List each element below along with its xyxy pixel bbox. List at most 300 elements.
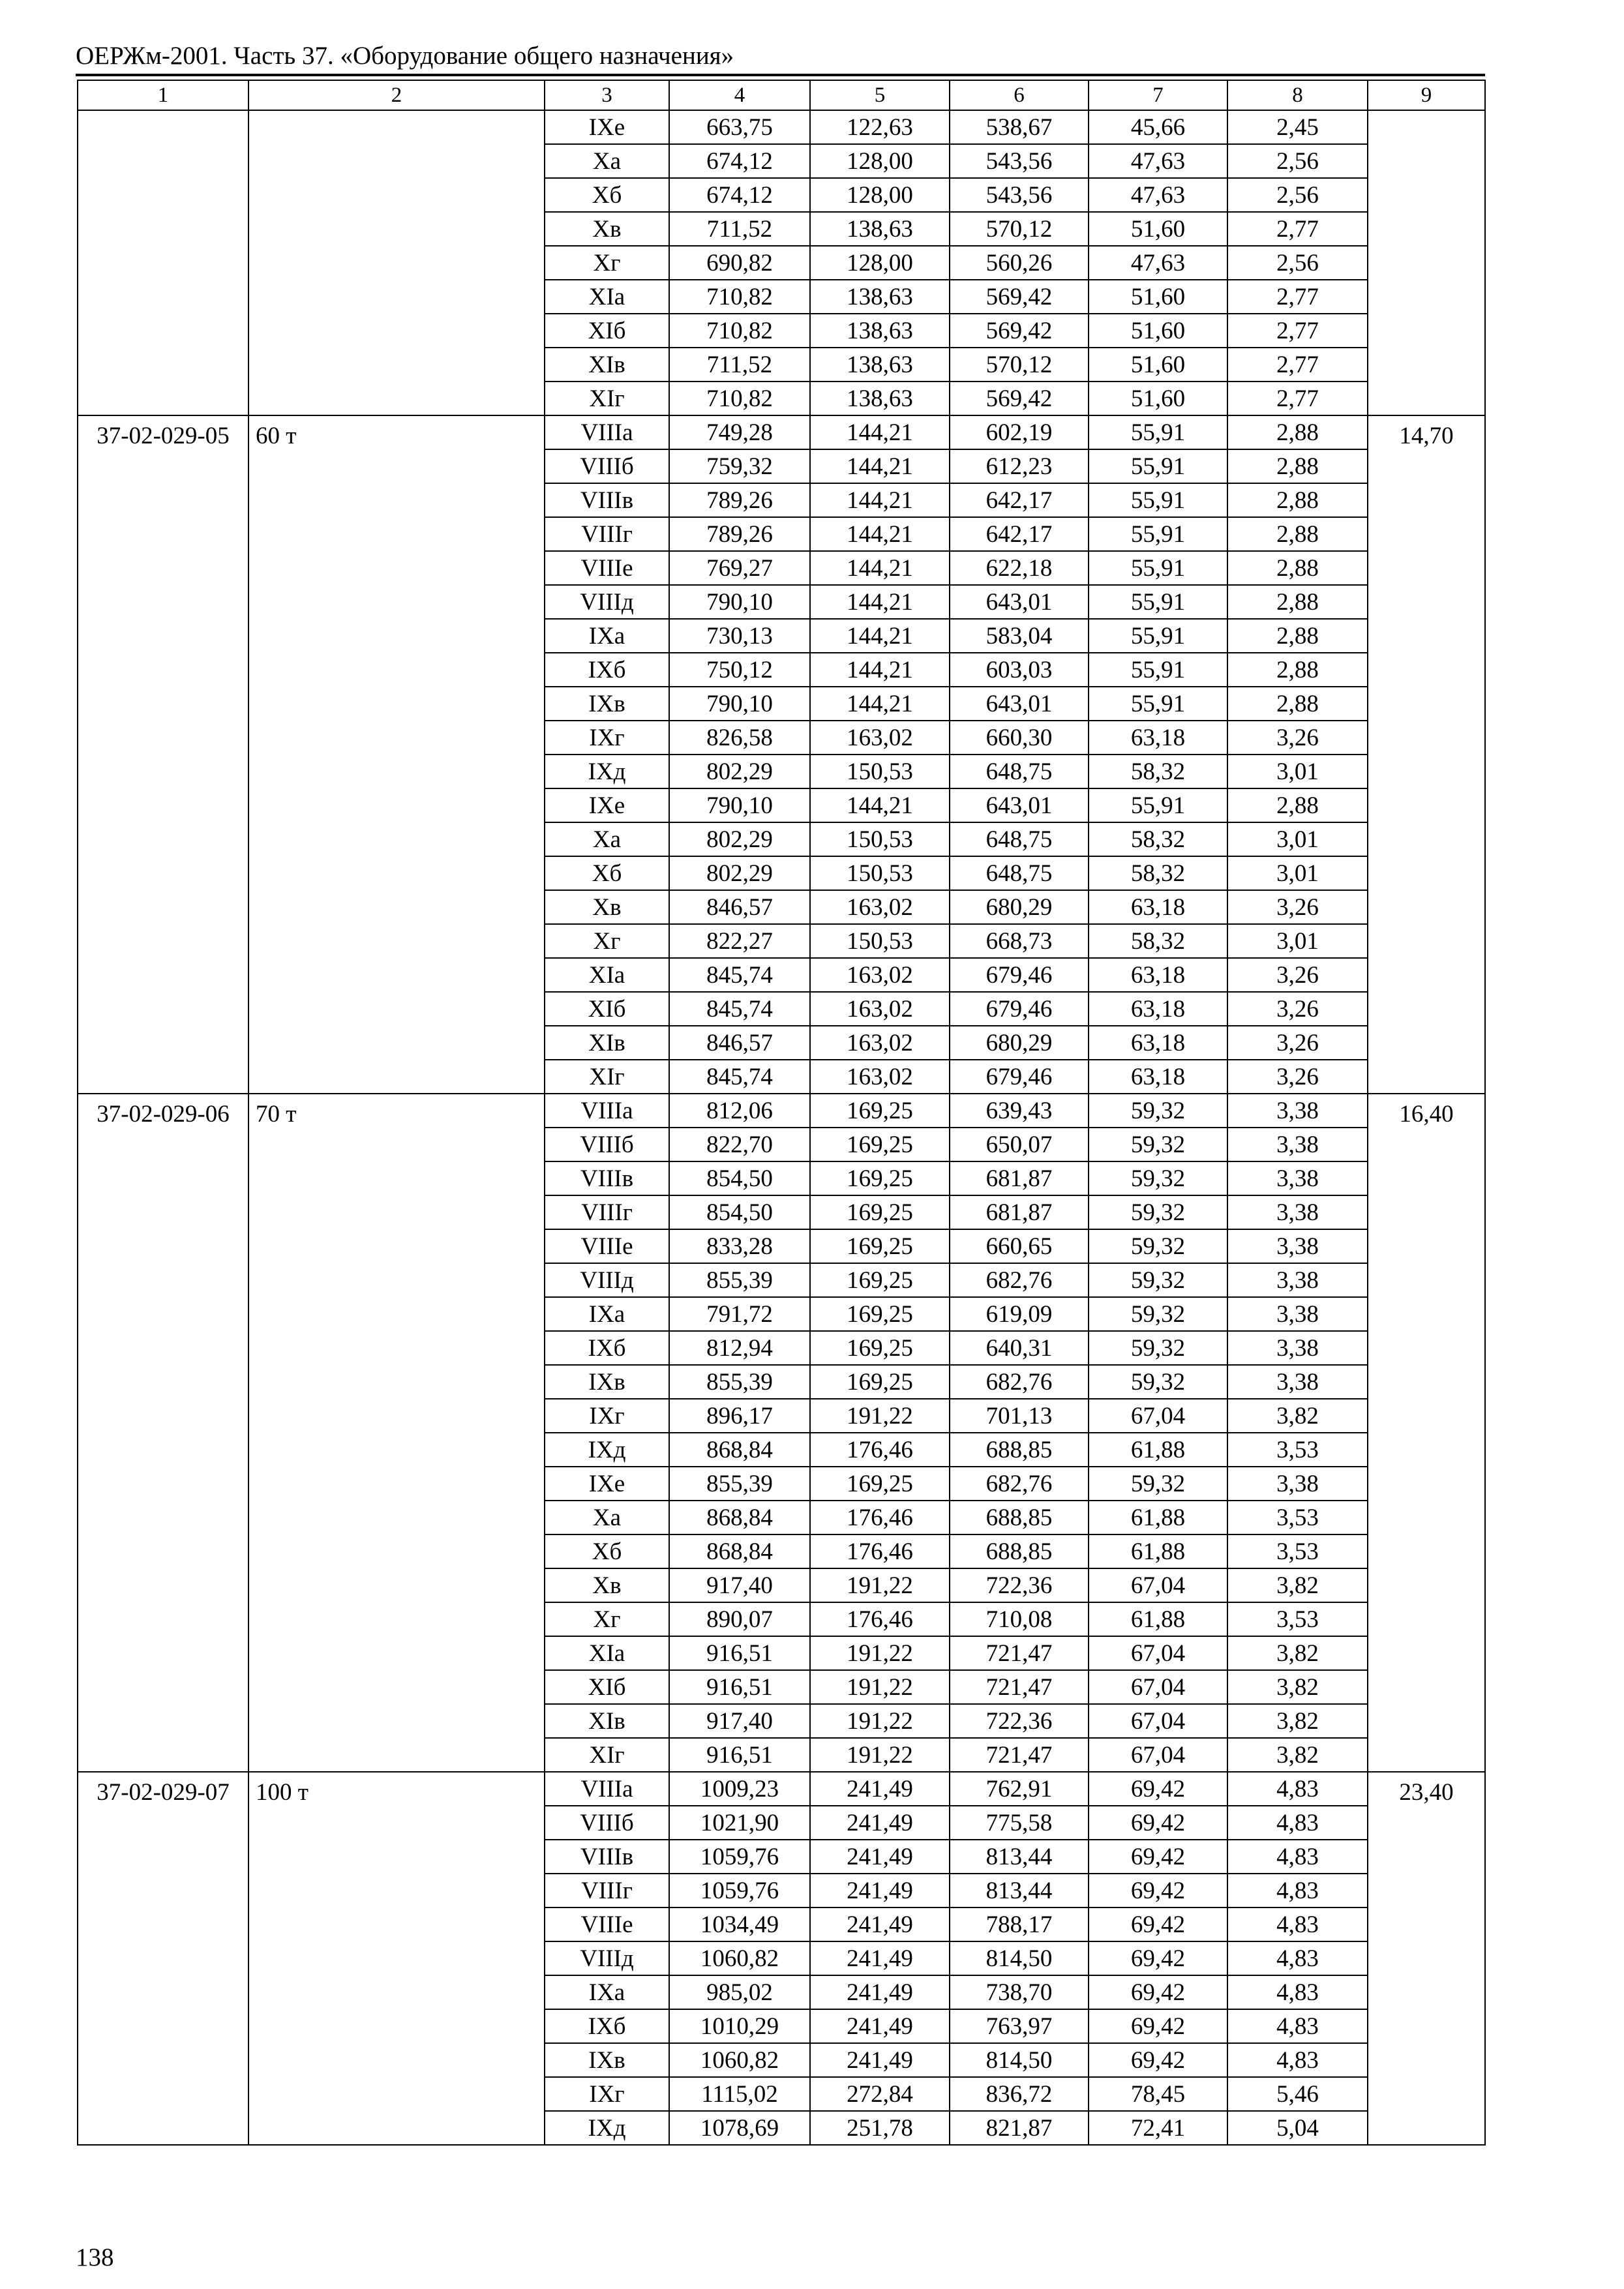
materials-cell: 813,44 (950, 1874, 1089, 1908)
machinist-wages-cell: 2,88 (1227, 585, 1368, 619)
zone-cell: XIб (545, 992, 669, 1026)
total-cost-cell: 789,26 (669, 517, 810, 551)
machines-cell: 69,42 (1089, 1908, 1227, 1941)
table-body (78, 110, 1485, 2145)
materials-cell: 570,12 (950, 212, 1089, 246)
zone-cell: VIIIе (545, 551, 669, 585)
materials-cell: 688,85 (950, 1534, 1089, 1568)
materials-cell: 648,75 (950, 755, 1089, 788)
machinist-wages-cell: 3,82 (1227, 1704, 1368, 1738)
total-cost-cell: 710,82 (669, 280, 810, 314)
total-cost-cell: 1009,23 (669, 1772, 810, 1806)
zone-cell: VIIIв (545, 483, 669, 517)
machinist-wages-cell: 2,56 (1227, 144, 1368, 178)
machines-cell: 67,04 (1089, 1738, 1227, 1772)
machines-cell: 55,91 (1089, 449, 1227, 483)
zone-cell: VIIIв (545, 1161, 669, 1195)
materials-cell: 814,50 (950, 1941, 1089, 1975)
zone-cell: IXг (545, 1399, 669, 1433)
wages-cell: 191,22 (810, 1399, 950, 1433)
machinist-wages-cell: 2,77 (1227, 212, 1368, 246)
machines-cell: 61,88 (1089, 1534, 1227, 1568)
total-cost-cell: 1115,02 (669, 2077, 810, 2111)
materials-cell: 680,29 (950, 1026, 1089, 1060)
zone-cell: IXд (545, 1433, 669, 1467)
wages-cell: 122,63 (810, 110, 950, 144)
wages-cell: 144,21 (810, 517, 950, 551)
total-cost-cell: 846,57 (669, 1026, 810, 1060)
machines-cell: 69,42 (1089, 1772, 1227, 1806)
zone-cell: IXе (545, 110, 669, 144)
wages-cell: 144,21 (810, 585, 950, 619)
zone-cell: XIа (545, 280, 669, 314)
machinist-wages-cell: 3,26 (1227, 992, 1368, 1026)
materials-cell: 619,09 (950, 1297, 1089, 1331)
machines-cell: 59,32 (1089, 1128, 1227, 1161)
wages-cell: 128,00 (810, 178, 950, 212)
total-cost-cell: 711,52 (669, 348, 810, 382)
materials-cell: 682,76 (950, 1365, 1089, 1399)
machinist-wages-cell: 2,88 (1227, 449, 1368, 483)
machines-cell: 59,32 (1089, 1094, 1227, 1128)
materials-cell: 679,46 (950, 992, 1089, 1026)
machinist-wages-cell: 3,53 (1227, 1602, 1368, 1636)
wages-cell: 169,25 (810, 1195, 950, 1229)
wages-cell: 150,53 (810, 822, 950, 856)
machinist-wages-cell: 3,38 (1227, 1365, 1368, 1399)
zone-cell: IXб (545, 653, 669, 687)
wages-cell: 169,25 (810, 1297, 950, 1331)
machines-cell: 61,88 (1089, 1501, 1227, 1534)
zone-cell: IXе (545, 788, 669, 822)
zone-cell: VIIIа (545, 1772, 669, 1806)
zone-cell: Xа (545, 822, 669, 856)
machines-cell: 67,04 (1089, 1670, 1227, 1704)
total-cost-cell: 710,82 (669, 382, 810, 415)
total-cost-cell: 854,50 (669, 1195, 810, 1229)
materials-cell: 688,85 (950, 1501, 1089, 1534)
machines-cell: 58,32 (1089, 822, 1227, 856)
wages-cell: 138,63 (810, 348, 950, 382)
name-cell: 70 т (248, 1094, 545, 1772)
total-cost-cell: 1078,69 (669, 2111, 810, 2145)
machinist-wages-cell: 2,56 (1227, 178, 1368, 212)
page-number: 138 (76, 2243, 114, 2271)
wages-cell: 163,02 (810, 958, 950, 992)
total-cost-cell: 916,51 (669, 1636, 810, 1670)
total-cost-cell: 690,82 (669, 246, 810, 280)
zone-cell: IXа (545, 1297, 669, 1331)
total-cost-cell: 822,27 (669, 924, 810, 958)
wages-cell: 251,78 (810, 2111, 950, 2145)
machines-cell: 47,63 (1089, 246, 1227, 280)
materials-cell: 668,73 (950, 924, 1089, 958)
zone-cell: VIIIв (545, 1840, 669, 1874)
zone-cell: IXд (545, 755, 669, 788)
machinist-wages-cell: 2,77 (1227, 314, 1368, 348)
wages-cell: 241,49 (810, 1840, 950, 1874)
zone-cell: IXд (545, 2111, 669, 2145)
wages-cell: 150,53 (810, 924, 950, 958)
zone-cell: Xа (545, 144, 669, 178)
machines-cell: 55,91 (1089, 653, 1227, 687)
zone-cell: XIв (545, 348, 669, 382)
machines-cell: 55,91 (1089, 687, 1227, 721)
materials-cell: 681,87 (950, 1161, 1089, 1195)
machines-cell: 59,32 (1089, 1161, 1227, 1195)
zone-cell: XIа (545, 958, 669, 992)
wages-cell: 150,53 (810, 856, 950, 890)
zone-cell: Xв (545, 890, 669, 924)
header-rule (76, 74, 1485, 76)
total-cost-cell: 855,39 (669, 1365, 810, 1399)
materials-cell: 643,01 (950, 687, 1089, 721)
total-cost-cell: 868,84 (669, 1433, 810, 1467)
zone-cell: XIа (545, 1636, 669, 1670)
machines-cell: 55,91 (1089, 619, 1227, 653)
materials-cell: 710,08 (950, 1602, 1089, 1636)
machinist-wages-cell: 2,77 (1227, 280, 1368, 314)
machinist-wages-cell: 3,82 (1227, 1568, 1368, 1602)
wages-cell: 150,53 (810, 755, 950, 788)
total-cost-cell: 674,12 (669, 144, 810, 178)
wages-cell: 128,00 (810, 144, 950, 178)
wages-cell: 191,22 (810, 1738, 950, 1772)
materials-cell: 543,56 (950, 144, 1089, 178)
total-cost-cell: 663,75 (669, 110, 810, 144)
zone-cell: VIIIе (545, 1229, 669, 1263)
machines-cell: 67,04 (1089, 1636, 1227, 1670)
total-cost-cell: 802,29 (669, 856, 810, 890)
wages-cell: 138,63 (810, 382, 950, 415)
machines-cell: 67,04 (1089, 1399, 1227, 1433)
total-cost-cell: 845,74 (669, 958, 810, 992)
materials-cell: 569,42 (950, 314, 1089, 348)
wages-cell: 191,22 (810, 1636, 950, 1670)
materials-cell: 560,26 (950, 246, 1089, 280)
machines-cell: 59,32 (1089, 1195, 1227, 1229)
column-number: 6 (950, 80, 1089, 110)
total-cost-cell: 789,26 (669, 483, 810, 517)
name-cell: 60 т (248, 415, 545, 1094)
machines-cell: 63,18 (1089, 890, 1227, 924)
machines-cell: 69,42 (1089, 1806, 1227, 1840)
machinist-wages-cell: 3,53 (1227, 1534, 1368, 1568)
zone-cell: VIIIг (545, 517, 669, 551)
machines-cell: 67,04 (1089, 1568, 1227, 1602)
wages-cell: 144,21 (810, 415, 950, 449)
wages-cell: 163,02 (810, 992, 950, 1026)
machines-cell: 59,32 (1089, 1263, 1227, 1297)
total-cost-cell: 1060,82 (669, 1941, 810, 1975)
labor-cell: 23,40 (1368, 1772, 1485, 2145)
wages-cell: 169,25 (810, 1467, 950, 1501)
materials-cell: 679,46 (950, 958, 1089, 992)
wages-cell: 163,02 (810, 890, 950, 924)
materials-cell: 688,85 (950, 1433, 1089, 1467)
machinist-wages-cell: 4,83 (1227, 1874, 1368, 1908)
table-row (78, 1772, 1485, 1806)
machines-cell: 69,42 (1089, 1941, 1227, 1975)
zone-cell: VIIIг (545, 1195, 669, 1229)
machines-cell: 51,60 (1089, 314, 1227, 348)
total-cost-cell: 846,57 (669, 890, 810, 924)
machinist-wages-cell: 3,38 (1227, 1331, 1368, 1365)
total-cost-cell: 916,51 (669, 1738, 810, 1772)
materials-cell: 639,43 (950, 1094, 1089, 1128)
materials-cell: 602,19 (950, 415, 1089, 449)
machines-cell: 51,60 (1089, 382, 1227, 415)
total-cost-cell: 790,10 (669, 687, 810, 721)
zone-cell: Xв (545, 212, 669, 246)
materials-cell: 775,58 (950, 1806, 1089, 1840)
column-number: 3 (545, 80, 669, 110)
wages-cell: 169,25 (810, 1331, 950, 1365)
machines-cell: 69,42 (1089, 1840, 1227, 1874)
wages-cell: 241,49 (810, 1874, 950, 1908)
zone-cell: IXа (545, 619, 669, 653)
materials-cell: 642,17 (950, 483, 1089, 517)
materials-cell: 650,07 (950, 1128, 1089, 1161)
column-number: 4 (669, 80, 810, 110)
wages-cell: 176,46 (810, 1501, 950, 1534)
wages-cell: 128,00 (810, 246, 950, 280)
machinist-wages-cell: 3,26 (1227, 958, 1368, 992)
materials-cell: 538,67 (950, 110, 1089, 144)
zone-cell: VIIIд (545, 1941, 669, 1975)
total-cost-cell: 826,58 (669, 721, 810, 755)
total-cost-cell: 791,72 (669, 1297, 810, 1331)
materials-cell: 721,47 (950, 1738, 1089, 1772)
machinist-wages-cell: 3,01 (1227, 755, 1368, 788)
zone-cell: Xа (545, 1501, 669, 1534)
column-number: 5 (810, 80, 950, 110)
wages-cell: 169,25 (810, 1128, 950, 1161)
wages-cell: 272,84 (810, 2077, 950, 2111)
zone-cell: XIг (545, 382, 669, 415)
zone-cell: VIIIб (545, 1806, 669, 1840)
total-cost-cell: 812,94 (669, 1331, 810, 1365)
machinist-wages-cell: 4,83 (1227, 1975, 1368, 2009)
column-number: 7 (1089, 80, 1227, 110)
machinist-wages-cell: 3,26 (1227, 1060, 1368, 1094)
machines-cell: 58,32 (1089, 755, 1227, 788)
wages-cell: 144,21 (810, 687, 950, 721)
machines-cell: 59,32 (1089, 1331, 1227, 1365)
zone-cell: IXе (545, 1467, 669, 1501)
materials-cell: 570,12 (950, 348, 1089, 382)
total-cost-cell: 1010,29 (669, 2009, 810, 2043)
materials-cell: 788,17 (950, 1908, 1089, 1941)
zone-cell: IXв (545, 2043, 669, 2077)
materials-cell: 721,47 (950, 1670, 1089, 1704)
materials-cell: 722,36 (950, 1704, 1089, 1738)
machines-cell: 59,32 (1089, 1467, 1227, 1501)
machinist-wages-cell: 3,82 (1227, 1636, 1368, 1670)
machinist-wages-cell: 4,83 (1227, 2009, 1368, 2043)
machines-cell: 69,42 (1089, 2043, 1227, 2077)
machinist-wages-cell: 3,82 (1227, 1670, 1368, 1704)
machinist-wages-cell: 2,88 (1227, 619, 1368, 653)
wages-cell: 144,21 (810, 483, 950, 517)
zone-cell: XIв (545, 1026, 669, 1060)
wages-cell: 241,49 (810, 1975, 950, 2009)
code-cell: 37-02-029-05 (78, 415, 248, 1094)
total-cost-cell: 1034,49 (669, 1908, 810, 1941)
zone-cell: VIIIг (545, 1874, 669, 1908)
wages-cell: 163,02 (810, 1026, 950, 1060)
zone-cell: Xб (545, 856, 669, 890)
materials-cell: 701,13 (950, 1399, 1089, 1433)
machines-cell: 63,18 (1089, 721, 1227, 755)
total-cost-cell: 868,84 (669, 1501, 810, 1534)
code-cell: 37-02-029-07 (78, 1772, 248, 2145)
wages-cell: 138,63 (810, 314, 950, 348)
total-cost-cell: 710,82 (669, 314, 810, 348)
machinist-wages-cell: 3,82 (1227, 1738, 1368, 1772)
machinist-wages-cell: 3,26 (1227, 890, 1368, 924)
machinist-wages-cell: 2,88 (1227, 788, 1368, 822)
materials-cell: 814,50 (950, 2043, 1089, 2077)
zone-cell: VIIIд (545, 585, 669, 619)
name-cell: 100 т (248, 1772, 545, 2145)
total-cost-cell: 1021,90 (669, 1806, 810, 1840)
machines-cell: 55,91 (1089, 415, 1227, 449)
total-cost-cell: 769,27 (669, 551, 810, 585)
column-number: 2 (248, 80, 545, 110)
total-cost-cell: 985,02 (669, 1975, 810, 2009)
total-cost-cell: 750,12 (669, 653, 810, 687)
total-cost-cell: 890,07 (669, 1602, 810, 1636)
machinist-wages-cell: 3,01 (1227, 822, 1368, 856)
zone-cell: XIб (545, 314, 669, 348)
zone-cell: VIIIд (545, 1263, 669, 1297)
wages-cell: 241,49 (810, 2009, 950, 2043)
machines-cell: 58,32 (1089, 856, 1227, 890)
wages-cell: 241,49 (810, 1908, 950, 1941)
page-header-title: ОЕРЖм-2001. Часть 37. «Оборудование общего назначения» (76, 42, 734, 70)
total-cost-cell: 896,17 (669, 1399, 810, 1433)
machinist-wages-cell: 4,83 (1227, 1772, 1368, 1806)
column-number: 1 (78, 80, 248, 110)
machinist-wages-cell: 3,38 (1227, 1195, 1368, 1229)
machinist-wages-cell: 3,38 (1227, 1263, 1368, 1297)
machinist-wages-cell: 5,04 (1227, 2111, 1368, 2145)
machinist-wages-cell: 2,88 (1227, 551, 1368, 585)
zone-cell: Xг (545, 246, 669, 280)
wages-cell: 144,21 (810, 619, 950, 653)
machinist-wages-cell: 3,53 (1227, 1433, 1368, 1467)
zone-cell: IXв (545, 1365, 669, 1399)
zone-cell: Xв (545, 1568, 669, 1602)
total-cost-cell: 749,28 (669, 415, 810, 449)
machinist-wages-cell: 5,46 (1227, 2077, 1368, 2111)
materials-cell: 722,36 (950, 1568, 1089, 1602)
machinist-wages-cell: 4,83 (1227, 1941, 1368, 1975)
machinist-wages-cell: 3,38 (1227, 1128, 1368, 1161)
materials-cell: 612,23 (950, 449, 1089, 483)
materials-cell: 569,42 (950, 382, 1089, 415)
zone-cell: VIIIа (545, 1094, 669, 1128)
wages-cell: 163,02 (810, 1060, 950, 1094)
wages-cell: 169,25 (810, 1094, 950, 1128)
machinist-wages-cell: 4,83 (1227, 2043, 1368, 2077)
wages-cell: 176,46 (810, 1534, 950, 1568)
machinist-wages-cell: 3,01 (1227, 856, 1368, 890)
total-cost-cell: 854,50 (669, 1161, 810, 1195)
zone-cell: IXа (545, 1975, 669, 2009)
materials-cell: 821,87 (950, 2111, 1089, 2145)
machinist-wages-cell: 3,38 (1227, 1094, 1368, 1128)
zone-cell: Xг (545, 1602, 669, 1636)
machines-cell: 72,41 (1089, 2111, 1227, 2145)
total-cost-cell: 802,29 (669, 822, 810, 856)
wages-cell: 138,63 (810, 280, 950, 314)
code-cell: 37-02-029-06 (78, 1094, 248, 1772)
machines-cell: 47,63 (1089, 178, 1227, 212)
materials-cell: 682,76 (950, 1467, 1089, 1501)
zone-cell: IXб (545, 2009, 669, 2043)
materials-cell: 569,42 (950, 280, 1089, 314)
materials-cell: 763,97 (950, 2009, 1089, 2043)
materials-cell: 679,46 (950, 1060, 1089, 1094)
materials-cell: 643,01 (950, 585, 1089, 619)
total-cost-cell: 812,06 (669, 1094, 810, 1128)
zone-cell: VIIIе (545, 1908, 669, 1941)
machinist-wages-cell: 4,83 (1227, 1840, 1368, 1874)
total-cost-cell: 845,74 (669, 1060, 810, 1094)
machines-cell: 63,18 (1089, 992, 1227, 1026)
labor-cell: 16,40 (1368, 1094, 1485, 1772)
price-table (77, 80, 1486, 2146)
wages-cell: 163,02 (810, 721, 950, 755)
total-cost-cell: 1060,82 (669, 2043, 810, 2077)
machinist-wages-cell: 4,83 (1227, 1908, 1368, 1941)
wages-cell: 176,46 (810, 1433, 950, 1467)
wages-cell: 169,25 (810, 1263, 950, 1297)
materials-cell: 680,29 (950, 890, 1089, 924)
total-cost-cell: 845,74 (669, 992, 810, 1026)
wages-cell: 241,49 (810, 1941, 950, 1975)
total-cost-cell: 822,70 (669, 1128, 810, 1161)
materials-cell: 836,72 (950, 2077, 1089, 2111)
machines-cell: 67,04 (1089, 1704, 1227, 1738)
total-cost-cell: 916,51 (669, 1670, 810, 1704)
total-cost-cell: 917,40 (669, 1704, 810, 1738)
machinist-wages-cell: 3,38 (1227, 1161, 1368, 1195)
machinist-wages-cell: 3,01 (1227, 924, 1368, 958)
machines-cell: 55,91 (1089, 551, 1227, 585)
machinist-wages-cell: 2,77 (1227, 348, 1368, 382)
zone-cell: Xб (545, 178, 669, 212)
wages-cell: 144,21 (810, 551, 950, 585)
total-cost-cell: 790,10 (669, 585, 810, 619)
machines-cell: 51,60 (1089, 348, 1227, 382)
materials-cell: 543,56 (950, 178, 1089, 212)
wages-cell: 191,22 (810, 1568, 950, 1602)
wages-cell: 144,21 (810, 653, 950, 687)
machinist-wages-cell: 3,26 (1227, 721, 1368, 755)
machinist-wages-cell: 2,77 (1227, 382, 1368, 415)
machines-cell: 55,91 (1089, 788, 1227, 822)
zone-cell: IXб (545, 1331, 669, 1365)
materials-cell: 648,75 (950, 856, 1089, 890)
machines-cell: 55,91 (1089, 517, 1227, 551)
machinist-wages-cell: 2,88 (1227, 653, 1368, 687)
column-number: 8 (1227, 80, 1368, 110)
materials-cell: 603,03 (950, 653, 1089, 687)
zone-cell: VIIIб (545, 1128, 669, 1161)
